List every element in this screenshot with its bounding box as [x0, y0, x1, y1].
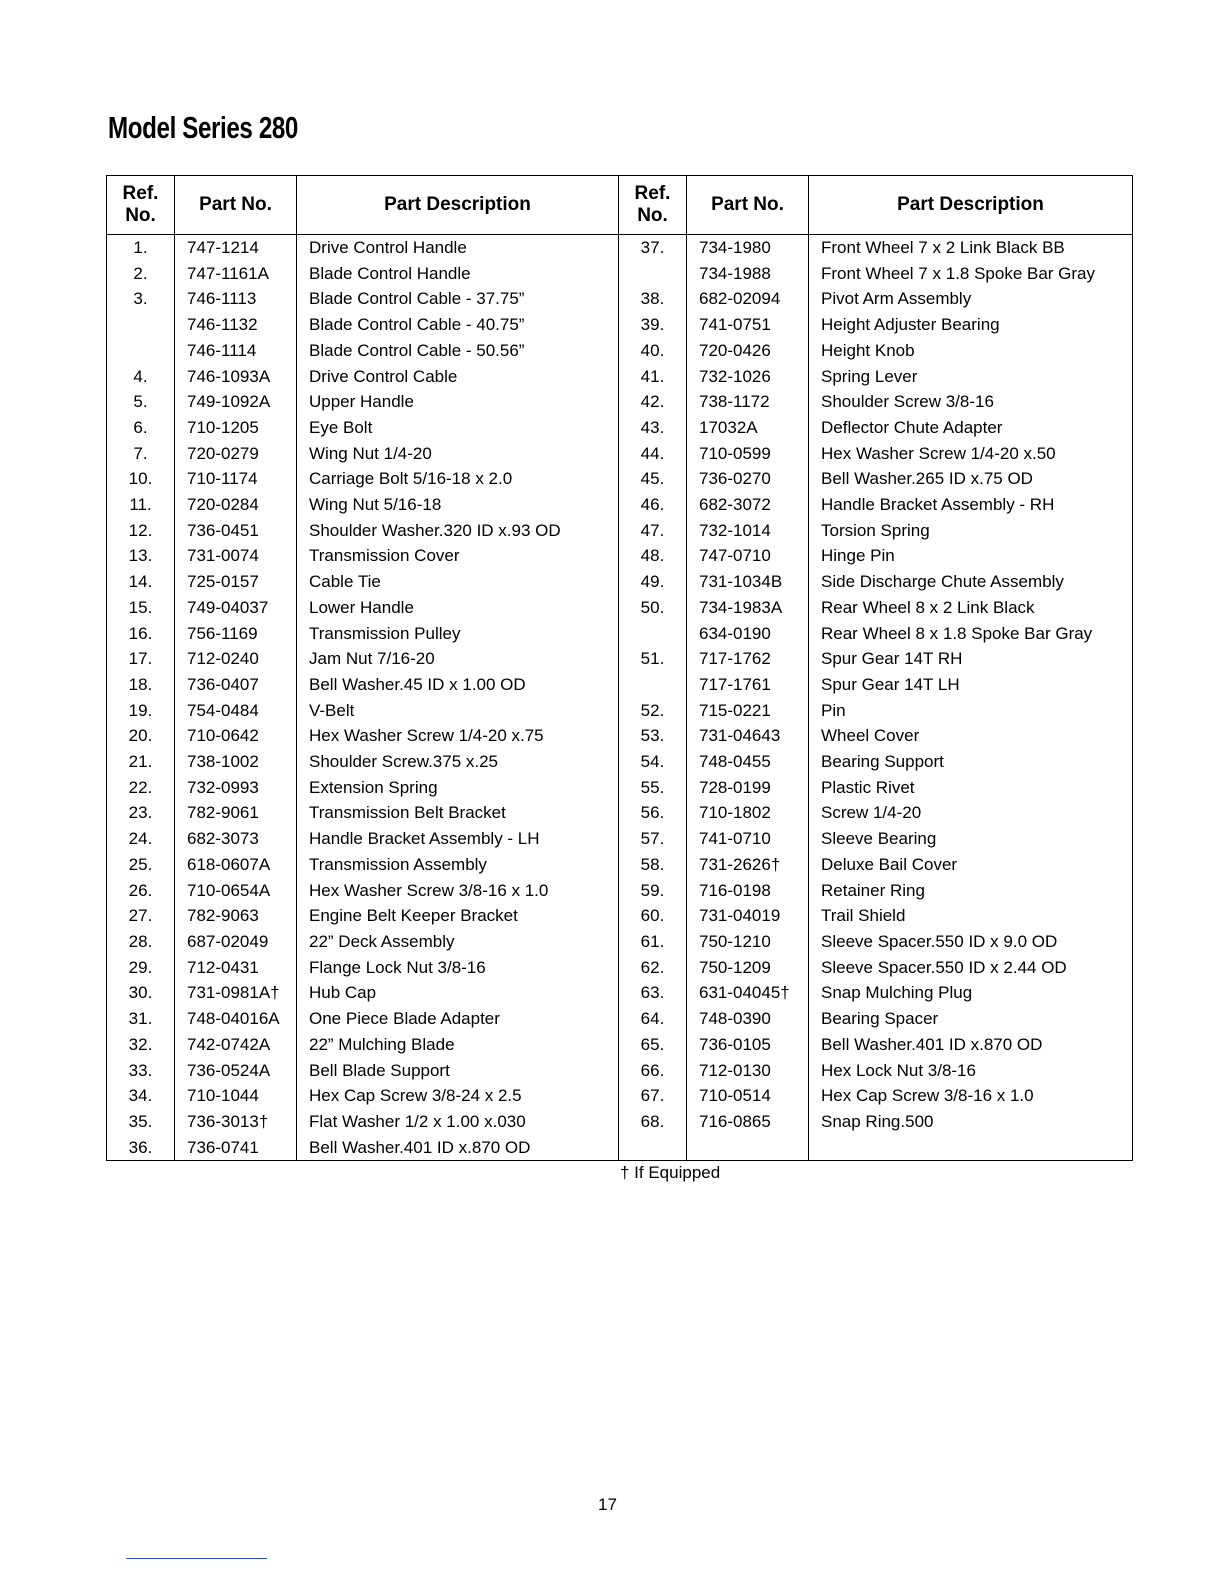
- table-row: [107, 955, 1133, 981]
- ref-no-cell: 18.: [107, 672, 175, 698]
- part-no-cell: 742-0742A: [175, 1032, 297, 1058]
- part-no-cell: 747-1214: [175, 235, 297, 261]
- ref-no-cell: 58.: [619, 852, 687, 878]
- part-no-cell: 756-1169: [175, 621, 297, 647]
- page-number: 17: [598, 1495, 617, 1514]
- part-no-cell: 716-0198: [687, 878, 809, 904]
- part-no-cell: 715-0221: [687, 698, 809, 724]
- part-no-cell: 736-0105: [687, 1032, 809, 1058]
- table-row: [107, 261, 1133, 287]
- table-row: [107, 364, 1133, 390]
- part-description-cell: Hex Cap Screw 3/8-16 x 1.0: [809, 1083, 1133, 1109]
- part-no-cell: 738-1172: [687, 389, 809, 415]
- ref-no-cell: 52.: [619, 698, 687, 724]
- table-row: [107, 466, 1133, 492]
- ref-no-cell: 51.: [619, 646, 687, 672]
- part-description-cell: Rear Wheel 8 x 2 Link Black: [809, 595, 1133, 621]
- part-description-cell: Wheel Cover: [809, 723, 1133, 749]
- part-no-cell: 747-1161A: [175, 261, 297, 287]
- ref-no-cell: 1.: [107, 235, 175, 261]
- ref-no-cell: 62.: [619, 955, 687, 981]
- part-no-cell: 736-0524A: [175, 1058, 297, 1084]
- ref-no-cell: 53.: [619, 723, 687, 749]
- part-no-cell: 682-3073: [175, 826, 297, 852]
- part-description-cell: Spur Gear 14T RH: [809, 646, 1133, 672]
- ref-no-cell: 43.: [619, 415, 687, 441]
- ref-no-cell: 55.: [619, 775, 687, 801]
- empty-cell: [619, 1135, 687, 1161]
- part-description-cell: Jam Nut 7/16-20: [297, 646, 619, 672]
- ref-no-cell: 12.: [107, 518, 175, 544]
- part-no-cell: 731-04019: [687, 903, 809, 929]
- ref-no-cell: 11.: [107, 492, 175, 518]
- part-description-cell: Hex Washer Screw 3/8-16 x 1.0: [297, 878, 619, 904]
- part-description-cell: Drive Control Handle: [297, 235, 619, 261]
- ref-no-cell: 66.: [619, 1058, 687, 1084]
- part-no-cell: 748-0455: [687, 749, 809, 775]
- part-no-cell: 687-02049: [175, 929, 297, 955]
- ref-no-cell: 60.: [619, 903, 687, 929]
- ref-no-cell: 15.: [107, 595, 175, 621]
- table-row: [107, 775, 1133, 801]
- ref-no-cell: 37.: [619, 235, 687, 261]
- part-no-cell: 728-0199: [687, 775, 809, 801]
- part-description-cell: Hex Cap Screw 3/8-24 x 2.5: [297, 1083, 619, 1109]
- part-no-cell: 748-0390: [687, 1006, 809, 1032]
- ref-no-cell: 67.: [619, 1083, 687, 1109]
- part-no-cell: 710-0654A: [175, 878, 297, 904]
- table-row: [107, 543, 1133, 569]
- part-no-cell: 782-9063: [175, 903, 297, 929]
- part-no-cell: 710-1044: [175, 1083, 297, 1109]
- ref-no-cell: 26.: [107, 878, 175, 904]
- ref-no-cell: [619, 621, 687, 647]
- part-description-cell: Sleeve Bearing: [809, 826, 1133, 852]
- ref-no-cell: 33.: [107, 1058, 175, 1084]
- part-no-cell: 710-1174: [175, 466, 297, 492]
- part-description-cell: Shoulder Screw 3/8-16: [809, 389, 1133, 415]
- part-description-cell: Spur Gear 14T LH: [809, 672, 1133, 698]
- part-description-cell: Upper Handle: [297, 389, 619, 415]
- ref-no-cell: [619, 261, 687, 287]
- ref-no-cell: 4.: [107, 364, 175, 390]
- part-no-cell: 731-0981A†: [175, 980, 297, 1006]
- part-description-cell: Front Wheel 7 x 2 Link Black BB: [809, 235, 1133, 261]
- part-description-cell: Transmission Cover: [297, 543, 619, 569]
- part-description-cell: Blade Control Cable - 40.75”: [297, 312, 619, 338]
- table-row: [107, 749, 1133, 775]
- ref-no-cell: 41.: [619, 364, 687, 390]
- ref-no-cell: 29.: [107, 955, 175, 981]
- table-row: [107, 929, 1133, 955]
- table-row: [107, 235, 1133, 261]
- part-description-cell: Blade Control Cable - 37.75”: [297, 286, 619, 312]
- part-no-cell: 710-1205: [175, 415, 297, 441]
- part-no-cell: 734-1988: [687, 261, 809, 287]
- ref-no-cell: 25.: [107, 852, 175, 878]
- part-description-cell: Engine Belt Keeper Bracket: [297, 903, 619, 929]
- ref-no-cell: 63.: [619, 980, 687, 1006]
- part-description-cell: Height Adjuster Bearing: [809, 312, 1133, 338]
- part-description-cell: Lower Handle: [297, 595, 619, 621]
- part-no-cell: 618-0607A: [175, 852, 297, 878]
- part-no-cell: 717-1762: [687, 646, 809, 672]
- header-part-no-left: Part No.: [175, 176, 297, 235]
- part-no-cell: 736-0407: [175, 672, 297, 698]
- table-row: [107, 338, 1133, 364]
- table-row: [107, 980, 1133, 1006]
- part-description-cell: Hex Lock Nut 3/8-16: [809, 1058, 1133, 1084]
- part-description-cell: Bell Blade Support: [297, 1058, 619, 1084]
- part-no-cell: 710-0599: [687, 441, 809, 467]
- part-description-cell: Bearing Spacer: [809, 1006, 1133, 1032]
- ref-no-cell: 39.: [619, 312, 687, 338]
- part-no-cell: 710-1802: [687, 800, 809, 826]
- part-no-cell: 720-0279: [175, 441, 297, 467]
- header-ref-left: Ref. No.: [107, 176, 175, 235]
- ref-no-cell: [619, 672, 687, 698]
- part-description-cell: Cable Tie: [297, 569, 619, 595]
- part-description-cell: Extension Spring: [297, 775, 619, 801]
- part-description-cell: 22” Deck Assembly: [297, 929, 619, 955]
- part-no-cell: 712-0240: [175, 646, 297, 672]
- part-description-cell: Transmission Assembly: [297, 852, 619, 878]
- part-description-cell: Wing Nut 5/16-18: [297, 492, 619, 518]
- table-row: [107, 441, 1133, 467]
- part-no-cell: 750-1210: [687, 929, 809, 955]
- part-no-cell: 720-0284: [175, 492, 297, 518]
- ref-no-cell: 46.: [619, 492, 687, 518]
- ref-no-cell: 13.: [107, 543, 175, 569]
- part-no-cell: 732-0993: [175, 775, 297, 801]
- part-no-cell: 741-0710: [687, 826, 809, 852]
- part-no-cell: 717-1761: [687, 672, 809, 698]
- ref-no-cell: 14.: [107, 569, 175, 595]
- part-description-cell: Transmission Belt Bracket: [297, 800, 619, 826]
- ref-no-cell: 21.: [107, 749, 175, 775]
- ref-no-cell: 28.: [107, 929, 175, 955]
- part-description-cell: Retainer Ring: [809, 878, 1133, 904]
- part-description-cell: Bell Washer.401 ID x.870 OD: [297, 1135, 619, 1161]
- ref-no-cell: 22.: [107, 775, 175, 801]
- ref-no-cell: 19.: [107, 698, 175, 724]
- part-no-cell: 731-1034B: [687, 569, 809, 595]
- ref-no-cell: 20.: [107, 723, 175, 749]
- part-no-cell: 731-04643: [687, 723, 809, 749]
- ref-no-cell: 5.: [107, 389, 175, 415]
- table-row: [107, 852, 1133, 878]
- ref-no-cell: 36.: [107, 1135, 175, 1161]
- ref-no-cell: 31.: [107, 1006, 175, 1032]
- part-description-cell: Flange Lock Nut 3/8-16: [297, 955, 619, 981]
- table-row: [107, 903, 1133, 929]
- part-no-cell: 731-0074: [175, 543, 297, 569]
- part-description-cell: V-Belt: [297, 698, 619, 724]
- ref-no-cell: 6.: [107, 415, 175, 441]
- ref-no-cell: 38.: [619, 286, 687, 312]
- part-description-cell: Wing Nut 1/4-20: [297, 441, 619, 467]
- part-description-cell: Height Knob: [809, 338, 1133, 364]
- part-no-cell: 631-04045†: [687, 980, 809, 1006]
- ref-no-cell: 24.: [107, 826, 175, 852]
- table-row: [107, 595, 1133, 621]
- ref-no-cell: 2.: [107, 261, 175, 287]
- part-no-cell: 734-1983A: [687, 595, 809, 621]
- part-description-cell: Sleeve Spacer.550 ID x 9.0 OD: [809, 929, 1133, 955]
- part-description-cell: Bell Washer.45 ID x 1.00 OD: [297, 672, 619, 698]
- part-no-cell: 716-0865: [687, 1109, 809, 1135]
- ref-no-cell: 44.: [619, 441, 687, 467]
- part-description-cell: Handle Bracket Assembly - RH: [809, 492, 1133, 518]
- part-description-cell: Transmission Pulley: [297, 621, 619, 647]
- part-no-cell: 747-0710: [687, 543, 809, 569]
- part-description-cell: Front Wheel 7 x 1.8 Spoke Bar Gray: [809, 261, 1133, 287]
- part-description-cell: Plastic Rivet: [809, 775, 1133, 801]
- part-no-cell: 741-0751: [687, 312, 809, 338]
- part-no-cell: 725-0157: [175, 569, 297, 595]
- table-row: [107, 389, 1133, 415]
- part-no-cell: 754-0484: [175, 698, 297, 724]
- part-description-cell: Trail Shield: [809, 903, 1133, 929]
- part-no-cell: 734-1980: [687, 235, 809, 261]
- ref-no-cell: 35.: [107, 1109, 175, 1135]
- part-description-cell: Bell Washer.401 ID x.870 OD: [809, 1032, 1133, 1058]
- part-description-cell: One Piece Blade Adapter: [297, 1006, 619, 1032]
- part-no-cell: 710-0514: [687, 1083, 809, 1109]
- part-no-cell: 746-1093A: [175, 364, 297, 390]
- part-description-cell: Pivot Arm Assembly: [809, 286, 1133, 312]
- part-no-cell: 17032A: [687, 415, 809, 441]
- bottom-rule: [126, 1558, 267, 1559]
- part-description-cell: Shoulder Washer.320 ID x.93 OD: [297, 518, 619, 544]
- table-row: [107, 1032, 1133, 1058]
- table-row: [107, 672, 1133, 698]
- table-row: [107, 569, 1133, 595]
- ref-no-cell: 23.: [107, 800, 175, 826]
- part-description-cell: Screw 1/4-20: [809, 800, 1133, 826]
- part-no-cell: 736-3013†: [175, 1109, 297, 1135]
- ref-no-cell: 47.: [619, 518, 687, 544]
- part-no-cell: 732-1014: [687, 518, 809, 544]
- part-description-cell: Side Discharge Chute Assembly: [809, 569, 1133, 595]
- ref-no-cell: 56.: [619, 800, 687, 826]
- parts-table: [106, 175, 1133, 1161]
- table-row: [107, 723, 1133, 749]
- table-row: [107, 621, 1133, 647]
- part-description-cell: Blade Control Cable - 50.56”: [297, 338, 619, 364]
- part-description-cell: Hex Washer Screw 1/4-20 x.50: [809, 441, 1133, 467]
- ref-no-cell: 32.: [107, 1032, 175, 1058]
- ref-no-cell: 50.: [619, 595, 687, 621]
- part-no-cell: 710-0642: [175, 723, 297, 749]
- ref-no-cell: 54.: [619, 749, 687, 775]
- part-no-cell: 731-2626†: [687, 852, 809, 878]
- part-description-cell: Torsion Spring: [809, 518, 1133, 544]
- part-no-cell: 712-0431: [175, 955, 297, 981]
- part-description-cell: Handle Bracket Assembly - LH: [297, 826, 619, 852]
- part-description-cell: Rear Wheel 8 x 1.8 Spoke Bar Gray: [809, 621, 1133, 647]
- ref-no-cell: 57.: [619, 826, 687, 852]
- table-row: [107, 1135, 1133, 1161]
- part-no-cell: 720-0426: [687, 338, 809, 364]
- part-description-cell: Eye Bolt: [297, 415, 619, 441]
- part-no-cell: 712-0130: [687, 1058, 809, 1084]
- part-description-cell: Bell Washer.265 ID x.75 OD: [809, 466, 1133, 492]
- part-description-cell: Hex Washer Screw 1/4-20 x.75: [297, 723, 619, 749]
- part-description-cell: Snap Ring.500: [809, 1109, 1133, 1135]
- part-no-cell: 682-3072: [687, 492, 809, 518]
- ref-no-cell: 10.: [107, 466, 175, 492]
- ref-no-cell: 17.: [107, 646, 175, 672]
- table-row: [107, 312, 1133, 338]
- empty-cell: [687, 1135, 809, 1161]
- ref-no-cell: 3.: [107, 286, 175, 312]
- ref-no-cell: 65.: [619, 1032, 687, 1058]
- ref-no-cell: 16.: [107, 621, 175, 647]
- part-no-cell: 736-0741: [175, 1135, 297, 1161]
- ref-no-cell: 49.: [619, 569, 687, 595]
- part-description-cell: 22” Mulching Blade: [297, 1032, 619, 1058]
- table-row: [107, 826, 1133, 852]
- ref-no-cell: 42.: [619, 389, 687, 415]
- header-part-desc-left: Part Description: [297, 176, 619, 235]
- part-description-cell: Pin: [809, 698, 1133, 724]
- table-row: [107, 1006, 1133, 1032]
- ref-no-cell: [107, 312, 175, 338]
- header-part-no-right: Part No.: [687, 176, 809, 235]
- page-title: Model Series 280: [108, 110, 298, 145]
- part-description-cell: Deflector Chute Adapter: [809, 415, 1133, 441]
- part-no-cell: 749-04037: [175, 595, 297, 621]
- ref-no-cell: 59.: [619, 878, 687, 904]
- part-description-cell: Drive Control Cable: [297, 364, 619, 390]
- part-no-cell: 748-04016A: [175, 1006, 297, 1032]
- empty-cell: [809, 1135, 1133, 1161]
- part-description-cell: Blade Control Handle: [297, 261, 619, 287]
- ref-no-cell: 7.: [107, 441, 175, 467]
- footnote: † If Equipped: [620, 1163, 721, 1182]
- part-no-cell: 750-1209: [687, 955, 809, 981]
- ref-no-cell: 45.: [619, 466, 687, 492]
- part-no-cell: 746-1132: [175, 312, 297, 338]
- part-no-cell: 732-1026: [687, 364, 809, 390]
- part-no-cell: 738-1002: [175, 749, 297, 775]
- part-description-cell: Bearing Support: [809, 749, 1133, 775]
- ref-no-cell: 64.: [619, 1006, 687, 1032]
- table-row: [107, 415, 1133, 441]
- part-description-cell: Hinge Pin: [809, 543, 1133, 569]
- header-ref-right: Ref. No.: [619, 176, 687, 235]
- ref-no-cell: 27.: [107, 903, 175, 929]
- part-no-cell: 736-0270: [687, 466, 809, 492]
- table-row: [107, 646, 1133, 672]
- ref-no-cell: 40.: [619, 338, 687, 364]
- table-header-row: [107, 176, 1133, 235]
- part-no-cell: 736-0451: [175, 518, 297, 544]
- ref-no-cell: 48.: [619, 543, 687, 569]
- parts-body: [107, 235, 1133, 1161]
- part-description-cell: Sleeve Spacer.550 ID x 2.44 OD: [809, 955, 1133, 981]
- part-description-cell: Snap Mulching Plug: [809, 980, 1133, 1006]
- ref-no-cell: 68.: [619, 1109, 687, 1135]
- part-no-cell: 749-1092A: [175, 389, 297, 415]
- ref-no-cell: 34.: [107, 1083, 175, 1109]
- ref-no-cell: 61.: [619, 929, 687, 955]
- ref-no-cell: 30.: [107, 980, 175, 1006]
- table-row: [107, 492, 1133, 518]
- part-no-cell: 782-9061: [175, 800, 297, 826]
- part-no-cell: 746-1113: [175, 286, 297, 312]
- table-row: [107, 878, 1133, 904]
- part-no-cell: 634-0190: [687, 621, 809, 647]
- table-row: [107, 698, 1133, 724]
- table-row: [107, 1058, 1133, 1084]
- table-row: [107, 1109, 1133, 1135]
- part-description-cell: Deluxe Bail Cover: [809, 852, 1133, 878]
- table-row: [107, 518, 1133, 544]
- part-description-cell: Carriage Bolt 5/16-18 x 2.0: [297, 466, 619, 492]
- part-no-cell: 682-02094: [687, 286, 809, 312]
- part-description-cell: Spring Lever: [809, 364, 1133, 390]
- part-description-cell: Shoulder Screw.375 x.25: [297, 749, 619, 775]
- part-description-cell: Flat Washer 1/2 x 1.00 x.030: [297, 1109, 619, 1135]
- header-part-desc-right: Part Description: [809, 176, 1133, 235]
- part-no-cell: 746-1114: [175, 338, 297, 364]
- table-row: [107, 800, 1133, 826]
- part-description-cell: Hub Cap: [297, 980, 619, 1006]
- table-row: [107, 1083, 1133, 1109]
- table-row: [107, 286, 1133, 312]
- ref-no-cell: [107, 338, 175, 364]
